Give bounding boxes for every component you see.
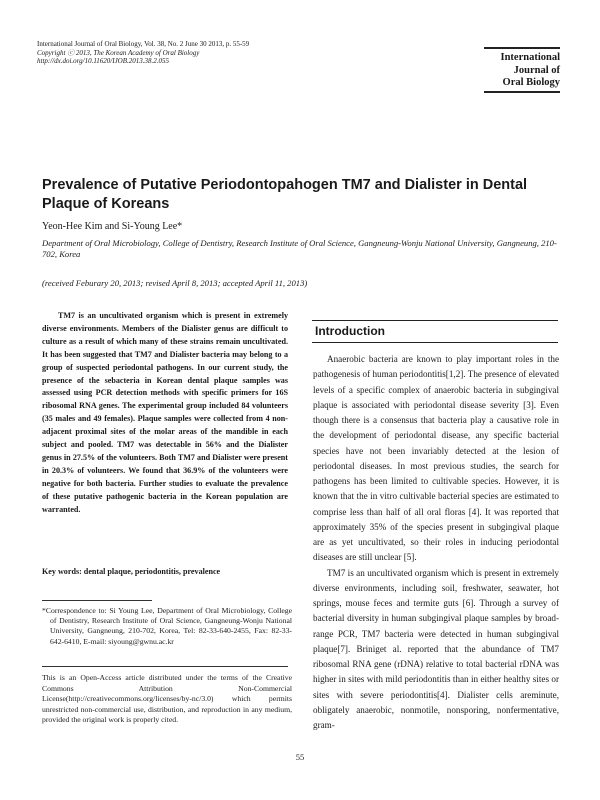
title-line-1: Prevalence of Putative Periodontopahogen TM7 and Dialister in Dental [42, 177, 528, 193]
introduction-body [313, 352, 559, 733]
correspondence-footnote [42, 606, 292, 647]
journal-logo-line1: International [500, 52, 560, 63]
correspondence-text: *Correspondence to: Si Young Lee, Department of Oral Microbiology, College of Dentistry, Research Institute of Oral Science, Gangneung-Wonju National University, Gangneung, 210-702, Korea, Tel: 82-33-640-2455, Fax: 82-33-642-6410, E-mail: siyoung@gwnu.ac.kr [42, 606, 292, 646]
footnote-divider [42, 600, 152, 601]
section-heading-introduction: Introduction [315, 324, 385, 338]
journal-citation-header [37, 40, 337, 66]
article-title [42, 176, 552, 214]
journal-logo-box [484, 47, 560, 93]
title-line-2: Plaque of Koreans [42, 196, 170, 212]
journal-logo-line2: Journal of [513, 64, 560, 76]
section-rule-bottom [312, 342, 558, 343]
affiliation: Department of Oral Microbiology, College of Dentistry, Research Institute of Oral Science, Gangneung-Wonju National University, Gangneung, 210-702, Korea [42, 238, 557, 260]
doi-line[interactable]: http://dx.doi.org/10.11620/IJOB.2013.38.2.055 [37, 57, 170, 66]
received-dates: (received Feburary 20, 2013; revised April 8, 2013; accepted April 11, 2013) [42, 278, 308, 288]
keywords: Key words: dental plaque, periodontitis, prevalence [42, 567, 221, 576]
journal-line: International Journal of Oral Biology, Vol. 38, No. 2 June 30 2013, p. 55-59 [37, 40, 250, 48]
abstract: TM7 is an uncultivated organism which is present in extremely diverse environments. Members of the Dialister genus are difficult to culture as a result of which many of these strains remain uncultivated. It has been suggested that TM7 and Dialister bacteria may belong to a group of suspected periodontal pathogens. In our current study, the presence of the sebacteria in Korean dental plaque samples was assessed using PCR detection methods with specific primers for 16S ribosomal RNA genes. The experimental group included 84 volunteers (35 males and 49 females). Plaque samples were collected from 4 non-adjacent proximal sites of the molar areas of the mandible in each subject and pooled. TM7 was detectable in 56% and the Dialister genus in 27.5% of the volunteers. Both TM7 and Dialister were present in 20.3% of volunteers. We found that 36.9% of the volunteers were negative for both bacteria. Further studies to evaluate the prevalence of these putative pathogenic bacteria in the Korean population are warranted. [42, 311, 288, 514]
intro-paragraph-2: TM7 is an uncultivated organism which is present in extremely diverse environments, including soil, freshwater, seawater, hot springs, mouse feces and termite guts [6]. Through a survey of bacterial diversity in human subgingival plaque samples by broad-range PCR, TM7 bacteria were detected in human subgingival plaque[7]. Briniget al. reported that the abundance of TM7 ribosomal RNA gene (rDNA) relative to total bacterial rDNA was higher in sites with mild periodontitis than in either healthy sites or sites with severe periodontitis[4]. Dialister cells areminute, obligately anaerobic, nonmotile, nonsporing, nonfermentative, gram- [313, 567, 559, 730]
license-notice: This is an Open-Access article distributed under the terms of the Creative Commons Attribution Non-Commercial License(http://creativecommons.org/licenses/by-nc/3.0) which permits unrestricted non-commercial use, distribution, and reproduction in any medium, provided the original work is properly cited. [42, 673, 292, 725]
authors: Yeon-Hee Kim and Si-Young Lee* [42, 221, 183, 232]
intro-paragraph-1: Anaerobic bacteria are known to play important roles in the pathogenesis of human periodontitis[1,2]. The presence of elevated levels of a specific complex of anaerobic bacteria in subgingival plaque is associated with periodontal disease severity [3]. Even though there is a consensus that bacteria play a causative role in the development of periodontal disease, any specific bacterial species have not been invariably detected at the lesion of periodontal diseases. In most previous studies, the search for pathogens has been limited to cultivable species. However, it is known that the in vitro cultivable bacterial species are estimated to comprise less than half of all oral floras [4]. It was reported that approximately 35% of the species present in subgingival plaque are as yet uncultivated, so their roles in inducing periodontal diseases are still unclear [5]. [313, 354, 559, 563]
section-rule-top [312, 320, 558, 321]
copyright-line: Copyright ⓒ 2013, The Korean Academy of Oral Biology [37, 48, 200, 57]
journal-logo-line3: Oral Biology [502, 77, 560, 88]
license-divider [42, 666, 288, 667]
page-number: 55 [295, 752, 305, 762]
